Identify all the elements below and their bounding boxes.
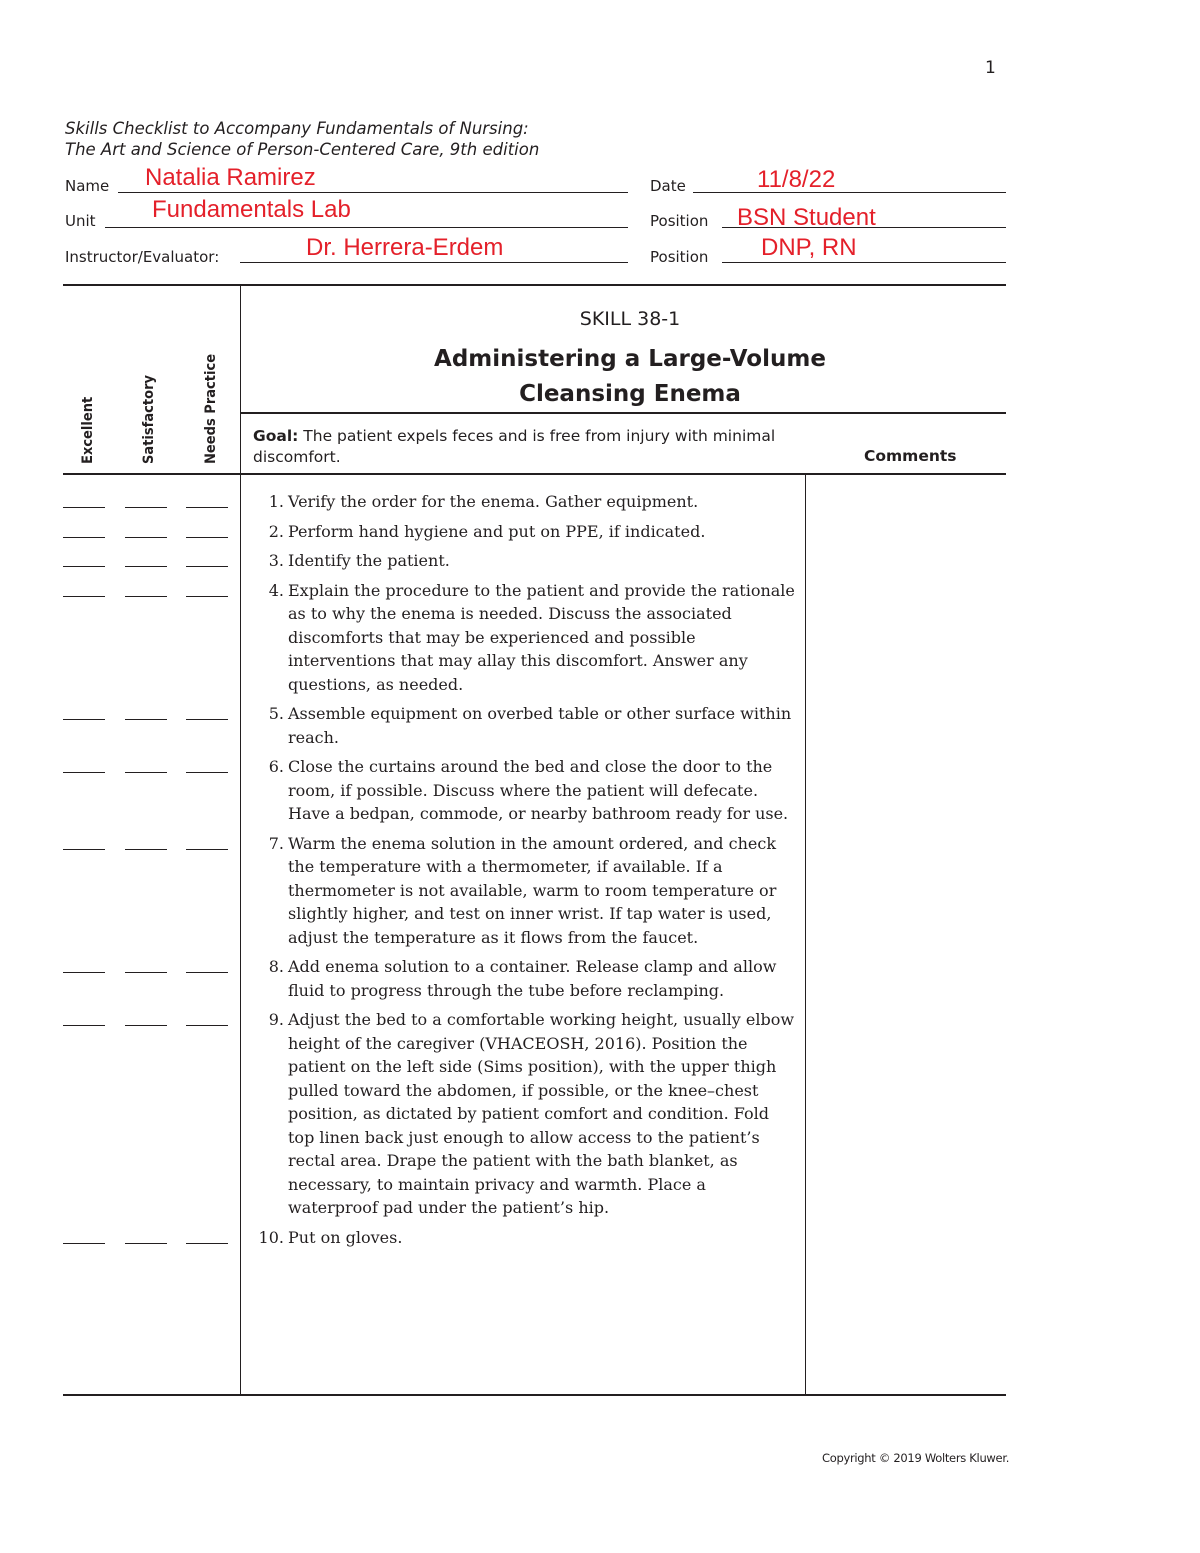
skill-title-line-1: Administering a Large-Volume — [434, 346, 826, 372]
checklist-step — [248, 702, 800, 749]
date-label: Date — [650, 177, 686, 195]
date-field[interactable]: 11/8/22 — [757, 166, 836, 193]
rating-column-divider — [240, 286, 241, 1396]
unit-label: Unit — [65, 212, 96, 230]
instructor-position-line — [722, 262, 1006, 263]
checklist-step — [248, 1226, 800, 1250]
page-number: 1 — [985, 58, 996, 78]
step-text: Perform hand hygiene and put on PPE, if indicated. — [288, 521, 706, 541]
instructor-position-label: Position — [650, 248, 709, 266]
checklist-header — [65, 118, 539, 160]
name-line — [118, 192, 628, 193]
position-label: Position — [650, 212, 709, 230]
rating-blank-satisfactory[interactable] — [125, 849, 167, 850]
checklist-step — [248, 549, 800, 573]
step-text: Warm the enema solution in the amount ordered, and check the temperature with a thermometer, if available. If a thermometer is not available, warm to room temperature or slightly higher, and test on inner wrist. If tap water is used, adjust the temperature as it flows from the faucet. — [288, 833, 777, 947]
rating-blank-excellent[interactable] — [63, 849, 105, 850]
rating-blank-satisfactory[interactable] — [125, 596, 167, 597]
checklist-step — [248, 490, 800, 514]
step-number: 5. — [268, 704, 284, 723]
rating-blank-excellent[interactable] — [63, 719, 105, 720]
instructor-field[interactable]: Dr. Herrera-Erdem — [306, 234, 504, 261]
goal-text: The patient expels feces and is free from injury with minimal discomfort. — [253, 427, 776, 466]
rating-blank-satisfactory[interactable] — [125, 566, 167, 567]
rating-blank-satisfactory[interactable] — [125, 972, 167, 973]
date-line — [693, 192, 1006, 193]
checklist-step — [248, 955, 800, 1002]
skill-title — [240, 342, 1020, 412]
rating-blank-excellent[interactable] — [63, 1243, 105, 1244]
step-text: Adjust the bed to a comfortable working height, usually elbow height of the caregiver (VHACEOSH, 2016). Position the patient on the left side (Sims position), with the upper thigh pulled toward the abdomen, if possible, or the knee–chest position, as dictated by patient comfort and condition. Fold top linen back just enough to allow access to the patient’s rectal area. Drape the patient with the bath blanket, as necessary, to maintain privacy and warmth. Place a waterproof pad under the patient’s hip. — [288, 1010, 795, 1217]
rating-blank-excellent[interactable] — [63, 972, 105, 973]
checklist-step — [248, 755, 800, 826]
rating-blank-satisfactory[interactable] — [125, 772, 167, 773]
rating-blank-needs-practice[interactable] — [186, 507, 228, 508]
step-text: Add enema solution to a container. Release clamp and allow fluid to progress through the tube before reclamping. — [288, 957, 777, 1000]
rating-blank-excellent[interactable] — [63, 1025, 105, 1026]
rating-blank-satisfactory[interactable] — [125, 1025, 167, 1026]
unit-line — [105, 227, 628, 228]
goal — [253, 426, 793, 468]
checklist-step — [248, 520, 800, 544]
step-number: 7. — [268, 833, 284, 853]
rating-blank-needs-practice[interactable] — [186, 772, 228, 773]
rating-header-needs-practice: Needs Practice — [203, 353, 219, 464]
step-text: Put on gloves. — [288, 1227, 403, 1247]
step-number: 2. — [268, 521, 284, 541]
step-number: 1. — [268, 492, 284, 511]
comments-header: Comments — [864, 447, 957, 465]
rating-blank-satisfactory[interactable] — [125, 507, 167, 508]
step-text: Identify the patient. — [288, 551, 450, 570]
rating-blank-needs-practice[interactable] — [186, 1243, 228, 1244]
rating-blank-needs-practice[interactable] — [186, 537, 228, 538]
checklist-step — [248, 1008, 800, 1220]
rating-blank-excellent[interactable] — [63, 537, 105, 538]
step-number: 9. — [268, 1010, 284, 1029]
step-text: Close the curtains around the bed and close the door to the room, if possible. Discuss where the patient will defecate. Have a bedpan, commode, or nearby bathroom ready for use. — [288, 757, 789, 823]
step-number: 6. — [268, 757, 284, 776]
header-line-2: The Art and Science of Person-Centered Care, 9th edition — [65, 140, 540, 159]
rating-blank-needs-practice[interactable] — [186, 1025, 228, 1026]
checklist-step — [248, 832, 800, 950]
bottom-rule — [63, 1394, 1006, 1396]
copyright: Copyright © 2019 Wolters Kluwer. — [822, 1451, 1010, 1465]
name-label: Name — [65, 177, 110, 195]
step-text: Explain the procedure to the patient and provide the rationale as to why the enema is needed. Discuss the associated discomforts that may be experienced and possible interventions that may allay this discomfort. Answer any questions, as needed. — [288, 580, 795, 694]
goal-label: Goal: — [253, 427, 299, 445]
position-field[interactable]: BSN Student — [737, 204, 876, 231]
rating-blank-needs-practice[interactable] — [186, 849, 228, 850]
rating-blank-needs-practice[interactable] — [186, 566, 228, 567]
top-rule — [63, 284, 1006, 286]
header-line-1: Skills Checklist to Accompany Fundamentals of Nursing: — [65, 119, 529, 138]
step-number: 3. — [268, 551, 284, 570]
step-text: Assemble equipment on overbed table or other surface within reach. — [288, 704, 792, 747]
title-rule — [240, 412, 1006, 414]
checklist-step — [248, 579, 800, 697]
rating-blank-needs-practice[interactable] — [186, 719, 228, 720]
instructor-label: Instructor/Evaluator: — [65, 248, 220, 266]
rating-blank-needs-practice[interactable] — [186, 972, 228, 973]
header-bottom-rule — [63, 473, 1006, 475]
step-number: 4. — [268, 580, 284, 600]
rating-blank-excellent[interactable] — [63, 507, 105, 508]
rating-header-excellent: Excellent — [80, 396, 96, 464]
rating-blank-excellent[interactable] — [63, 566, 105, 567]
steps-list — [248, 490, 800, 1255]
unit-field[interactable]: Fundamentals Lab — [152, 196, 351, 223]
rating-blank-satisfactory[interactable] — [125, 537, 167, 538]
instructor-position-field[interactable]: DNP, RN — [761, 234, 857, 261]
skill-number: SKILL 38-1 — [579, 308, 681, 330]
name-field[interactable]: Natalia Ramirez — [145, 164, 316, 191]
step-number: 10. — [258, 1227, 284, 1247]
instructor-line — [240, 262, 628, 263]
rating-blank-excellent[interactable] — [63, 596, 105, 597]
skill-title-line-2: Cleansing Enema — [519, 381, 741, 407]
step-text: Verify the order for the enema. Gather equipment. — [288, 492, 699, 511]
rating-blank-needs-practice[interactable] — [186, 596, 228, 597]
rating-header-satisfactory: Satisfactory — [141, 374, 157, 464]
rating-blank-satisfactory[interactable] — [125, 719, 167, 720]
rating-blank-excellent[interactable] — [63, 772, 105, 773]
rating-blank-satisfactory[interactable] — [125, 1243, 167, 1244]
step-number: 8. — [268, 957, 284, 976]
comments-column-divider — [805, 475, 806, 1396]
